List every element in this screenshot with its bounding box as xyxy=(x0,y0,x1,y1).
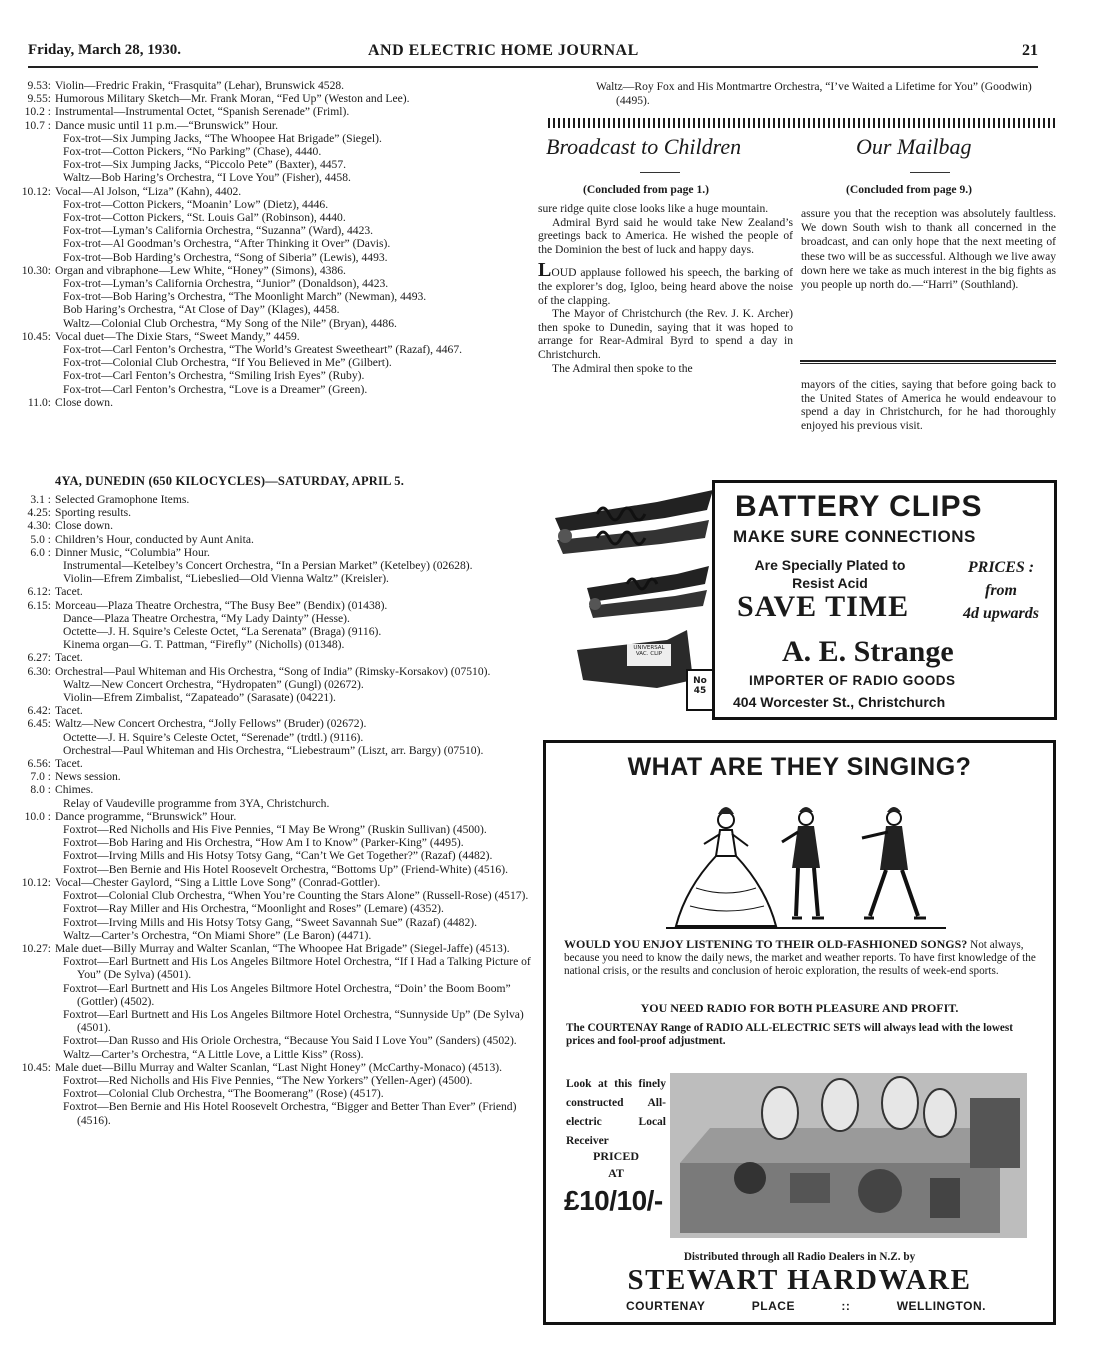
programme-time xyxy=(18,171,55,184)
programme-item xyxy=(18,119,533,132)
battery-ad-importer: IMPORTER OF RADIO GOODS xyxy=(749,673,956,688)
programme-item xyxy=(18,704,533,717)
programme-text: Male duet—Billy Murray and Walter Scanlan, “The Whoopee Hat Brigade” (Siegel-Jaffe) (4513). xyxy=(55,941,510,955)
programme-text: Fox-trot—Six Jumping Jacks, “The Whoopee Hat Brigade” (Siegel). xyxy=(63,131,382,145)
programme-item xyxy=(18,158,533,171)
programme-item xyxy=(18,264,533,277)
programme-time: 10.12: xyxy=(21,184,51,198)
programme-time xyxy=(18,836,55,849)
radio-ad-lead: WOULD YOU ENJOY LISTENING TO THEIR OLD-FASHIONED SONGS? xyxy=(564,937,968,951)
programme-item xyxy=(18,79,533,92)
battery-clips-advertisement xyxy=(537,480,1057,720)
programme-item xyxy=(18,942,533,955)
programme-text: Orchestral—Paul Whiteman and His Orchestra, “Liebestraum” (Liszt, arr. Bargy) (07510). xyxy=(63,743,484,757)
mailbag-end-rule xyxy=(800,360,1056,364)
programme-text: Fox-trot—Six Jumping Jacks, “Piccolo Pete” (Baxter), 4457. xyxy=(63,158,347,172)
programme-time xyxy=(18,211,55,224)
programme-time xyxy=(18,916,55,929)
programme-time xyxy=(18,303,55,316)
programme-time: 9.55: xyxy=(27,92,51,106)
programme-item xyxy=(18,533,533,546)
programme-text: Fox-trot—Carl Fenton’s Orchestra, “Smiling Irish Eyes” (Ruby). xyxy=(63,369,365,383)
programme-time xyxy=(18,731,55,744)
programme-text: Octette—J. H. Squire’s Celeste Octet, “Serenade” (trdtl.) (9116). xyxy=(63,730,364,744)
programme-time xyxy=(18,290,55,303)
programme-item xyxy=(18,317,533,330)
programme-time: 6.56: xyxy=(27,757,51,771)
programme-item xyxy=(18,396,533,409)
programme-time xyxy=(18,638,55,651)
mailbag-article xyxy=(801,207,1056,292)
programme-item xyxy=(18,369,533,382)
programme-time xyxy=(18,317,55,330)
programme-time: 6.45: xyxy=(27,717,51,731)
programme-item xyxy=(18,290,533,303)
programme-item xyxy=(18,982,533,1008)
programme-list-dunedin xyxy=(18,493,533,1127)
programme-time xyxy=(18,678,55,691)
programme-time xyxy=(18,797,55,810)
programme-item xyxy=(18,783,533,796)
programme-time xyxy=(18,356,55,369)
programme-time: 10.45: xyxy=(21,329,51,343)
programme-item xyxy=(18,383,533,396)
address-separator: :: xyxy=(841,1299,851,1313)
programme-item xyxy=(18,1061,533,1074)
programme-text: News session. xyxy=(55,770,121,784)
programme-item xyxy=(18,211,533,224)
battery-ad-prices xyxy=(951,556,1051,625)
programme-text: Waltz—Bob Haring’s Orchestra, “I Love You” (Fisher), 4458. xyxy=(63,171,351,185)
clip-graphic-middle xyxy=(587,566,709,618)
page-number: 21 xyxy=(1022,42,1038,59)
programme-time xyxy=(18,1100,55,1126)
battery-ad-save-time: SAVE TIME xyxy=(737,590,910,623)
radio-ad-need: YOU NEED RADIO FOR BOTH PLEASURE AND PROFIT. xyxy=(640,1001,959,1015)
programme-item xyxy=(18,1034,533,1047)
programme-time: 6.15: xyxy=(27,598,51,612)
programme-text: Fox-trot—Cotton Pickers, “St. Louis Gal” (Robinson), 4440. xyxy=(63,211,346,225)
singers-illustration xyxy=(656,798,956,933)
programme-item xyxy=(18,876,533,889)
mailbag-title: Our Mailbag xyxy=(856,134,972,159)
radio-ad-look: Look at this finely constructed All-electric Local Receiver xyxy=(566,1078,666,1147)
programme-item xyxy=(18,1074,533,1087)
programme-item xyxy=(18,251,533,264)
programme-time xyxy=(18,559,55,572)
programme-text: Children’s Hour, conducted by Aunt Anita. xyxy=(55,532,254,546)
programme-text: Selected Gramophone Items. xyxy=(55,493,190,506)
programme-text: Fox-trot—Carl Fenton’s Orchestra, “Love is a Dreamer” (Green). xyxy=(63,382,368,396)
programme-text: Foxtrot—Ben Bernie and His Hotel Roosevelt Orchestra, “Bottoms Up” (Friend-White) (4516). xyxy=(63,862,508,876)
programme-text: Fox-trot—Cotton Pickers, “No Parking” (Chase), 4440. xyxy=(63,145,322,159)
programme-time: 10.7 : xyxy=(24,118,51,132)
programme-text: Foxtrot—Bob Haring and His Orchestra, “How Am I to Know” (Parker-King” (4495). xyxy=(63,836,464,850)
programme-text: Dance programme, “Brunswick” Hour. xyxy=(55,809,237,823)
programme-item xyxy=(18,493,533,506)
programme-item xyxy=(18,691,533,704)
programme-item xyxy=(18,171,533,184)
programme-time: 5.0 : xyxy=(30,532,51,546)
programme-text: Foxtrot—Colonial Club Orchestra, “When You’re Counting the Stars Alone” (Russell-Rose) (4517). xyxy=(63,889,529,903)
programme-item xyxy=(18,343,533,356)
prices-label: PRICES : xyxy=(967,559,1035,576)
programme-item xyxy=(18,955,533,981)
programme-time xyxy=(18,158,55,171)
programme-text: Waltz—Carter’s Orchestra, “On Miami Shore” (Le Baron) (4471). xyxy=(63,928,372,942)
programme-item xyxy=(18,519,533,532)
programme-item xyxy=(18,916,533,929)
programme-text: Waltz—Carter’s Orchestra, “A Little Love, a Little Kiss” (Ross). xyxy=(63,1047,364,1061)
programme-text: Organ and vibraphone—Lew White, “Honey” (Simons), 4386. xyxy=(55,263,346,277)
programme-item xyxy=(18,625,533,638)
programme-item xyxy=(18,224,533,237)
programme-item xyxy=(18,599,533,612)
programme-time xyxy=(18,132,55,145)
programme-text: Violin—Fredric Frakin, “Frasquita” (Lehar), Brunswick 4528. xyxy=(55,79,345,92)
station-heading: 4YA, DUNEDIN (650 KILOCYCLES)—SATURDAY, APRIL 5. xyxy=(55,474,405,488)
programme-text: Male duet—Billu Murray and Walter Scanlan, “Last Night Honey” (McCarthy-Monaco) (4513). xyxy=(55,1060,503,1074)
programme-time xyxy=(18,145,55,158)
header-rule xyxy=(28,66,1038,68)
programme-item xyxy=(18,810,533,823)
priced-label: PRICED xyxy=(592,1149,639,1163)
programme-text: Fox-trot—Al Goodman’s Orchestra, “After Thinking it Over” (Davis). xyxy=(63,237,391,251)
programme-item xyxy=(18,638,533,651)
programme-item xyxy=(18,303,533,316)
children-concluded: (Concluded from page 1.) xyxy=(583,183,710,196)
programme-text: Instrumental—Ketelbey’s Concert Orchestra, “In a Persian Market” (Ketelbey) (02628). xyxy=(63,559,473,573)
mailbag-para: assure you that the reception was absolutely faultless. We down South wish to thank all concerned in the broadcast, and can only hope that the next meeting of these two will be as successful. Although we live away down here we take as much interest in the big fights as you people up north do.—“Harri” (Southland). xyxy=(801,207,1057,292)
programme-text: Relay of Vaudeville programme from 3YA, Christchurch. xyxy=(63,796,330,810)
programme-text: Fox-trot—Lyman’s California Orchestra, “Suzanna” (Ward), 4423. xyxy=(63,224,374,238)
programme-text: Foxtrot—Dan Russo and His Oriole Orchestra, “Because You Said I Love You” (Sanders) (4502). xyxy=(63,1034,517,1048)
radio-ad-address xyxy=(626,1299,986,1313)
children-para-3: LOUD applause followed his speech, the barking of the explorer’s dog, Igloo, being heard above the noise of the clapping. xyxy=(538,259,793,307)
programme-text: Violin—Efrem Zimbalist, “Liebeslied—Old Vienna Waltz” (Kreisler). xyxy=(63,572,389,586)
programme-time: 10.0 : xyxy=(24,809,51,823)
programme-item xyxy=(18,546,533,559)
programme-text: Vocal—Chester Gaylord, “Sing a Little Love Song” (Conrad-Gottler). xyxy=(55,875,381,889)
programme-item xyxy=(18,849,533,862)
programme-item xyxy=(18,277,533,290)
programme-item xyxy=(18,770,533,783)
programme-item xyxy=(18,797,533,810)
programme-item xyxy=(18,237,533,250)
programme-time xyxy=(18,1074,55,1087)
waltz-entry xyxy=(596,80,1056,107)
programme-time xyxy=(18,929,55,942)
programme-item xyxy=(18,585,533,598)
programme-item xyxy=(18,132,533,145)
programme-text: Kinema organ—G. T. Pattman, “Firefly” (Nicholls) (01348). xyxy=(63,638,345,652)
programme-text: Dance—Plaza Theatre Orchestra, “My Lady Dainty” (Hesse). xyxy=(63,611,350,625)
programme-time xyxy=(18,863,55,876)
programme-item xyxy=(18,145,533,158)
programme-item xyxy=(18,863,533,876)
programme-item xyxy=(18,1008,533,1034)
programme-item xyxy=(18,572,533,585)
programme-time: 7.0 : xyxy=(30,770,51,784)
programme-text: Waltz—Colonial Club Orchestra, “My Song of the Nile” (Bryan), 4486. xyxy=(63,316,397,330)
programme-time xyxy=(18,849,55,862)
title-rule-left xyxy=(640,172,680,173)
programme-item xyxy=(18,902,533,915)
programme-item xyxy=(18,92,533,105)
programme-time: 10.27: xyxy=(21,941,51,955)
radio-ad-distributed: Distributed through all Radio Dealers in N.Z. by xyxy=(683,1251,916,1263)
clip-tag: No 45 xyxy=(693,676,707,696)
programme-item xyxy=(18,1048,533,1061)
programme-list-top xyxy=(18,79,533,409)
programme-time xyxy=(18,823,55,836)
gentleman-figure-two xyxy=(862,807,926,918)
programme-item xyxy=(18,185,533,198)
programme-time xyxy=(18,237,55,250)
header-journal-title: AND ELECTRIC HOME JOURNAL xyxy=(368,42,639,59)
programme-text: Foxtrot—Irving Mills and His Hotsy Totsy Gang, “Can’t We Get Together?” (Razaf) (4482). xyxy=(63,849,493,863)
programme-item xyxy=(18,823,533,836)
programme-text: Tacet. xyxy=(55,704,83,718)
programme-time xyxy=(18,955,55,981)
programme-item xyxy=(18,889,533,902)
programme-text: Vocal duet—The Dixie Stars, “Sweet Mandy,” 4459. xyxy=(55,329,300,343)
programme-text: Orchestral—Paul Whiteman and His Orchestra, “Song of India” (Rimsky-Korsakov) (07510). xyxy=(55,664,491,678)
programme-text: Tacet. xyxy=(55,757,83,771)
battery-ad-plated: Are Specially Plated to Resist Acid xyxy=(754,557,906,591)
programme-time xyxy=(18,572,55,585)
programme-item xyxy=(18,105,533,118)
programme-time xyxy=(18,625,55,638)
children-continuation xyxy=(801,378,1056,432)
programme-text: Fox-trot—Cotton Pickers, “Moanin’ Low” (Dietz), 4446. xyxy=(63,197,329,211)
programme-item xyxy=(18,757,533,770)
programme-text: Foxtrot—Earl Burtnett and His Los Angeles Biltmore Hotel Orchestra, “Sunnyside Up” (De Sylva) (4501). xyxy=(63,1007,524,1035)
programme-time: 8.0 : xyxy=(30,783,51,797)
address-place: PLACE xyxy=(751,1299,795,1313)
programme-text: Waltz—New Concert Orchestra, “Hydropaten” (Gungl) (02672). xyxy=(63,677,364,691)
programme-time: 6.42: xyxy=(27,704,51,718)
programme-item xyxy=(18,198,533,211)
programme-text: Dinner Music, “Columbia” Hour. xyxy=(55,545,210,559)
prices-value: 4d upwards xyxy=(962,605,1040,622)
programme-time: 6.0 : xyxy=(30,545,51,559)
drop-cap: L xyxy=(538,259,552,282)
programme-time xyxy=(18,369,55,382)
children-para-4: The Mayor of Christchurch (the Rev. J. K. Archer) then spoke to Dunedin, saying that it was hoped to arrange for Rear-Admiral Byrd to spend a day in Christchurch. xyxy=(538,307,793,361)
programme-item xyxy=(18,330,533,343)
programme-text: Foxtrot—Colonial Club Orchestra, “The Boomerang” (Rose) (4517). xyxy=(63,1087,384,1101)
programme-time xyxy=(18,224,55,237)
programme-text: Foxtrot—Irving Mills and His Hotsy Totsy Gang, “Sweet Savannah Sue” (Razaf) (4482). xyxy=(63,915,478,929)
programme-item xyxy=(18,1100,533,1126)
radio-advertisement xyxy=(543,740,1056,1325)
programme-time: 3.1 : xyxy=(30,493,51,506)
mailbag-concluded: (Concluded from page 9.) xyxy=(846,183,973,196)
radio-ad-priced xyxy=(566,1148,666,1182)
address-street: COURTENAY xyxy=(626,1299,706,1313)
programme-time xyxy=(18,1034,55,1047)
continuation-text: mayors of the cities, saying that before going back to the United States of America he would endeavour to spend a day in Christchurch, for he had thoroughly enjoyed his previous visit. xyxy=(801,378,1056,432)
programme-item xyxy=(18,506,533,519)
programme-item xyxy=(18,612,533,625)
programme-time xyxy=(18,277,55,290)
battery-ad-title: BATTERY CLIPS xyxy=(735,490,983,523)
programme-item xyxy=(18,836,533,849)
programme-time xyxy=(18,251,55,264)
programme-time xyxy=(18,383,55,396)
programme-text: Violin—Efrem Zimbalist, “Zapateado” (Sarasate) (04221). xyxy=(63,691,336,705)
programme-time: 10.30: xyxy=(21,263,51,277)
programme-text: Dance music until 11 p.m.—“Brunswick” Hour. xyxy=(55,118,279,132)
programme-time xyxy=(18,744,55,757)
programme-text: Fox-trot—Carl Fenton’s Orchestra, “The World’s Greatest Sweetheart” (Razaf), 4467. xyxy=(63,343,463,357)
programme-text: Fox-trot—Colonial Club Orchestra, “If You Believed in Me” (Gilbert). xyxy=(63,356,392,370)
programme-text: Instrumental—Instrumental Octet, “Spanish Serenade” (Friml). xyxy=(55,105,350,119)
children-article xyxy=(538,202,793,375)
programme-time xyxy=(18,1087,55,1100)
clip-graphic-top xyxy=(555,490,713,554)
programme-text: Foxtrot—Red Nicholls and His Five Pennies, “The New Yorkers” (Yellen-Ager) (4500). xyxy=(63,1073,473,1087)
programme-time: 6.27: xyxy=(27,651,51,665)
page-header xyxy=(28,42,1038,66)
programme-text: Waltz—New Concert Orchestra, “Jolly Fellows” (Bruder) (02672). xyxy=(55,717,367,731)
programme-time xyxy=(18,902,55,915)
programme-time: 6.12: xyxy=(27,585,51,599)
battery-ad-subtitle: MAKE SURE CONNECTIONS xyxy=(733,527,976,546)
programme-text: Vocal—Al Jolson, “Liza” (Kahn), 4402. xyxy=(55,184,242,198)
programme-item xyxy=(18,559,533,572)
children-para-2: Admiral Byrd said he would take New Zealand’s greetings back to America. He wished the people of the Dominion the best of luck and happy days. xyxy=(538,215,793,256)
programme-text: Fox-trot—Bob Harding’s Orchestra, “Song of Siberia” (Lewis), 4493. xyxy=(63,250,388,264)
programme-time: 4.30: xyxy=(27,519,51,533)
programme-item xyxy=(18,678,533,691)
programme-time xyxy=(18,612,55,625)
programme-time xyxy=(18,982,55,1008)
programme-text: Sporting results. xyxy=(55,506,132,520)
programme-item xyxy=(18,1087,533,1100)
prices-from: from xyxy=(985,582,1017,599)
gentleman-figure-one xyxy=(782,807,824,918)
programme-item xyxy=(18,929,533,942)
programme-item xyxy=(18,744,533,757)
radio-ad-price: £10/10/- xyxy=(564,1185,663,1216)
radio-ad-body-text: Not always, because you need to know the daily news, the market and weather reports. To have first knowledge of the national crisis, or the results and conclusion of heroic exploration, the results of week-end sports. xyxy=(564,939,1036,977)
receiver-photo xyxy=(670,1073,1027,1238)
programme-item xyxy=(18,665,533,678)
title-rule-right xyxy=(910,172,950,173)
programme-item xyxy=(18,651,533,664)
programme-text: Foxtrot—Earl Burtnett and His Los Angeles Biltmore Hotel Orchestra, “Doin’ the Boom Boom” (Gottler) (4502). xyxy=(63,981,511,1008)
programme-text: Foxtrot—Earl Burtnett and His Los Angeles Biltmore Hotel Orchestra, “If I Had a Talking Picture of You” (De Sylva) (4501). xyxy=(63,955,531,982)
battery-ad-address: 404 Worcester St., Christchurch xyxy=(733,694,946,710)
children-para-5: The Admiral then spoke to the xyxy=(552,361,693,375)
programme-time xyxy=(18,1048,55,1061)
programme-text: Foxtrot—Ben Bernie and His Hotel Roosevelt Orchestra, “Bigger and Better Than Ever” (Friend) (4516). xyxy=(63,1100,517,1127)
waltz-text: Waltz—Roy Fox and His Montmartre Orchestra, “I’ve Waited a Lifetime for You” (Goodwin) (4495). xyxy=(596,80,1032,107)
programme-text: Fox-trot—Bob Haring’s Orchestra, “The Moonlight March” (Newman), 4493. xyxy=(63,290,427,304)
programme-time: 10.45: xyxy=(21,1060,51,1074)
programme-text: Morceau—Plaza Theatre Orchestra, “The Busy Bee” (Bendix) (01438). xyxy=(55,598,388,612)
clip-label: UNIVERSAL VAC. CLIP xyxy=(633,645,665,657)
programme-text: Bob Haring’s Orchestra, “At Close of Day” (Klages), 4458. xyxy=(63,303,340,317)
clip-graphic-bottom xyxy=(577,630,713,710)
programme-text: Tacet. xyxy=(55,585,83,599)
programme-item xyxy=(18,731,533,744)
address-city: WELLINGTON. xyxy=(896,1299,986,1313)
programme-text: Chimes. xyxy=(55,783,94,797)
battery-ad-firm: A. E. Strange xyxy=(782,635,954,668)
lady-figure xyxy=(676,807,776,926)
programme-text: Foxtrot—Red Nicholls and His Five Pennies, “I May Be Wrong” (Ruskin Sullivan) (4500). xyxy=(63,823,487,837)
programme-time: 10.12: xyxy=(21,875,51,889)
programme-item xyxy=(18,717,533,730)
radio-ad-title: WHAT ARE THEY SINGING? xyxy=(627,753,972,781)
children-para-1: sure ridge quite close looks like a huge mountain. xyxy=(538,202,769,215)
programme-time xyxy=(18,1008,55,1034)
programme-time xyxy=(18,691,55,704)
programme-text: Foxtrot—Ray Miller and His Orchestra, “Moonlight and Roses” (Lemare) (4352). xyxy=(63,902,444,916)
programme-time: 6.30: xyxy=(27,664,51,678)
programme-text: Close down. xyxy=(55,519,113,533)
programme-text: Fox-trot—Lyman’s California Orchestra, “Junior” (Donaldson), 4423. xyxy=(63,277,389,291)
programme-time: 4.25: xyxy=(27,506,51,520)
programme-text: Humorous Military Sketch—Mr. Frank Moran, “Fed Up” (Weston and Lee). xyxy=(55,92,410,106)
programme-time xyxy=(18,198,55,211)
header-date: Friday, March 28, 1930. xyxy=(28,42,182,58)
programme-text: Tacet. xyxy=(55,651,83,665)
programme-time xyxy=(18,889,55,902)
children-title: Broadcast to Children xyxy=(546,134,742,159)
programme-time: 10.2 : xyxy=(24,105,51,119)
dotted-divider xyxy=(548,118,1056,128)
programme-text: Octette—J. H. Squire’s Celeste Octet, “La Serenata” (Braga) (9116). xyxy=(63,625,382,639)
radio-ad-range: The COURTENAY Range of RADIO ALL-ELECTRIC SETS will always lead with the lowest prices and fool-proof adjustment. xyxy=(566,1022,1013,1047)
programme-time xyxy=(18,343,55,356)
programme-time: 11.0: xyxy=(27,395,51,409)
radio-ad-company: STEWART HARDWARE xyxy=(627,1264,972,1296)
programme-item xyxy=(18,356,533,369)
programme-time: 9.53: xyxy=(27,79,51,92)
priced-at: AT xyxy=(608,1166,624,1180)
radio-ad-body xyxy=(564,938,1040,977)
programme-text: Close down. xyxy=(55,395,113,409)
